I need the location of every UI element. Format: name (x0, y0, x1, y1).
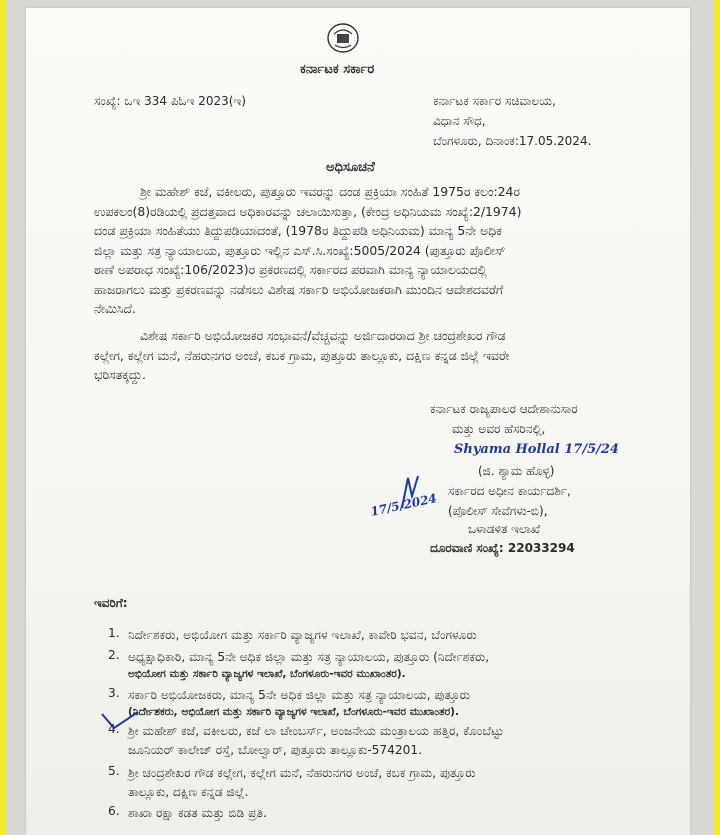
handwritten-signature: Shyama Hollal 17/5/24 (454, 442, 619, 457)
recipient-text-cont: ಜೂನಿಯರ್ ಕಾಲೇಜ್ ರಸ್ತೆ, ಬೋಲ್ವಾರ್, ಪುತ್ತೂರು ತಾಲ್ಲೂಕು-574201. (128, 743, 423, 757)
para-line: ಉಪಕಲಂ(8)ರಡಿಯಲ್ಲಿ ಪ್ರದತ್ತವಾದ ಅಧಿಕಾರವನ್ನು ಚಲಾಯಿಸುತ್ತಾ, (ಕೇಂದ್ರ ಅಧಿನಿಯಮ ಸಂಖ್ಯೆ:2/1974) (94, 203, 522, 219)
recipient-number: 1. (108, 626, 120, 640)
notification-title: ಅಧಿಸೂಚನೆ (326, 160, 375, 175)
recipient-text: ನಿರ್ದೇಶಕರು, ಅಭಿಯೋಗ ಮತ್ತು ಸರ್ಕಾರಿ ವ್ಯಾಜ್ಯಗಳ ಇಲಾಖೆ, ಕಾವೇರಿ ಭವನ, ಬೆಂಗಳೂರು (128, 628, 477, 642)
para-line: ಹಾಜರಾಗಲು ಮತ್ತು ಪ್ರಕರಣವನ್ನು ನಡೆಸಲು ವಿಶೇಷ ಸರ್ಕಾರಿ ಅಭಿಯೋಜಕರಾಗಿ ಮುಂದಿನ ಆದೇಶದವರೆಗೆ (94, 281, 504, 297)
recipient-text: ಶಾಖಾ ರಕ್ಷಾ ಕಡತ ಮತ್ತು ಬಿಡಿ ಪ್ರತಿ. (128, 806, 267, 820)
recipient-number: 2. (108, 648, 120, 662)
recipient-text-cont: ತಾಲ್ಲೂಕು, ದಕ್ಷಿಣ ಕನ್ನಡ ಜಿಲ್ಲೆ. (128, 785, 249, 799)
recipient-text: ಅಧ್ಯಕ್ಷಾಧಿಕಾರಿ, ಮಾನ್ಯ 5ನೇ ಅಧಿಕ ಜಿಲ್ಲಾ ಮತ್ತು ಸತ್ರ ನ್ಯಾಯಾಲಯ, ಪುತ್ತೂರು (ನಿರ್ದೇಶಕರು, (128, 650, 490, 664)
phone-number: ದೂರವಾಣಿ ಸಂಖ್ಯೆ: 22033294 (430, 541, 575, 555)
signatory-name: (ಜಿ. ಶ್ಯಾಮ ಹೊಳ್ಳ) (478, 464, 555, 478)
paragraph-appointment (94, 182, 638, 319)
signatory-designation: ಸರ್ಕಾರದ ಅಧೀನ ಕಾರ್ಯದರ್ಶಿ, (448, 484, 571, 498)
government-title: ಕರ್ನಾಟಕ ಸರ್ಕಾರ (300, 62, 375, 77)
office-line-2: ವಿಧಾನ ಸೌಧ, (433, 114, 486, 128)
recipient-number: 6. (108, 804, 120, 818)
recipient-subtext: ಅಭಿಯೋಗ ಮತ್ತು ಸರ್ಕಾರಿ ವ್ಯಾಜ್ಯಗಳ ಇಲಾಖೆ, ಬೆಂಗಳೂರು-ಇವರ ಮುಖಾಂತರ). (128, 668, 406, 680)
para-line: ಭರಿಸತಕ್ಕದ್ದು. (94, 367, 146, 382)
order-number: ಸಂಖ್ಯೆ: ಒಇ 334 ಪಿಓಇ 2023(ಇ) (94, 94, 246, 108)
para-line: ದಂಡ ಪ್ರಕ್ರಿಯಾ ಸಂಹಿತೆಯು ತಿದ್ದುಪಡಿಯಾದಂತೆ, (1978ರ ತಿದ್ದುಪಡಿ ಅಧಿನಿಯಮ) ಮಾನ್ಯ 5ನೇ ಅಧಿಕ (94, 223, 502, 238)
para-line: ನೇಮಿಸಿದೆ. (94, 301, 136, 316)
paragraph-fees (94, 326, 638, 385)
recipient-text: ಸರ್ಕಾರಿ ಅಭಿಯೋಜಕರು, ಮಾನ್ಯ 5ನೇ ಅಧಿಕ ಜಿಲ್ಲಾ ಮತ್ತು ಸತ್ರ ನ್ಯಾಯಾಲಯ, ಪುತ್ತೂರು (128, 688, 471, 702)
pen-tick-mark-icon (100, 710, 140, 732)
recipient-number: 3. (108, 686, 120, 700)
governor-name-line: ಮತ್ತು ಅವರ ಹೆಸರಿನಲ್ಲಿ, (452, 422, 546, 436)
para-line: ವಿಶೇಷ ಸರ್ಕಾರಿ ಅಭಿಯೋಜಕರ ಸಂಭಾವನೆ/ವೆಚ್ಚವನ್ನು ಅರ್ಜಿದಾರರಾದ ಶ್ರೀ ಚಂದ್ರಶೇಖರ ಗೌಡ (140, 328, 506, 343)
recipient-number: 4. (108, 722, 120, 736)
para-line: ಠಾಣೆ ಅಪರಾಧ ಸಂಖ್ಯೆ:106/2023)ರ ಪ್ರಕರಣದಲ್ಲಿ ಸರ್ಕಾರದ ಪರವಾಗಿ ಮಾನ್ಯ ನ್ಯಾಯಾಲಯದಲ್ಲಿ (94, 262, 487, 277)
governor-order-line: ಕರ್ನಾಟಕ ರಾಜ್ಯಪಾಲರ ಆದೇಶಾನುಸಾರ (430, 402, 578, 416)
recipient-subtext: (ನಿರ್ದೇಶಕರು, ಅಭಿಯೋಗ ಮತ್ತು ಸರ್ಕಾರಿ ವ್ಯಾಜ್ಯಗಳ ಇಲಾಖೆ, ಬೆಂಗಳೂರು-ಇವರ ಮುಖಾಂತರ). (128, 706, 459, 718)
office-line-1: ಕರ್ನಾಟಕ ಸರ್ಕಾರ ಸಚಿವಾಲಯ, (433, 94, 556, 108)
initial-scribble-icon (398, 472, 424, 512)
recipient-number: 5. (108, 764, 120, 778)
recipient-text: ಶ್ರೀ ಮಹೇಶ್ ಕಜೆ, ವಕೀಲರು, ಕಜೆ ಲಾ ಚೇಂಬರ್ಸ್, ಅಂಜನೇಯ ಮಂತ್ರಾಲಯ ಹತ್ತಿರ, ಕೊಂಬೆಟ್ಟು (128, 724, 504, 738)
handwritten-date: 17/5/2024 (369, 491, 438, 519)
department-name: ಒಳಾಡಳಿತ ಇಲಾಖೆ (468, 522, 541, 536)
office-date: ಬೆಂಗಳೂರು, ದಿನಾಂಕ:17.05.2024. (433, 134, 592, 148)
government-emblem-icon (326, 21, 360, 55)
recipient-text: ಶ್ರೀ ಚಂದ್ರಶೇಖರ ಗೌಡ ಕಲ್ಲೇಗ, ಕಲ್ಲೇಗ ಮನೆ, ನೆಹರುನಗರ ಅಂಚೆ, ಕಬಕ ಗ್ರಾಮ, ಪುತ್ತೂರು (128, 766, 476, 780)
para-line: ಕಲ್ಲೇಗ, ಕಲ್ಲೇಗ ಮನೆ, ನೆಹರುನಗರ ಅಂಚೆ, ಕಬಕ ಗ್ರಾಮ, ಪುತ್ತೂರು ತಾಲ್ಲೂಕು, ದಕ್ಷಿಣ ಕನ್ನಡ ಜಿಲ್ಲೆ ಇವರೇ (94, 347, 510, 363)
para-line: ಶ್ರೀ ಮಹೇಶ್ ಕಜೆ, ವಕೀಲರು, ಪುತ್ತೂರು ಇವರನ್ನು ದಂಡ ಪ್ರಕ್ರಿಯಾ ಸಂಹಿತೆ 1975ರ ಕಲಂ:24ರ (140, 184, 520, 199)
signatory-section: (ಪೊಲೀಸ್ ಸೇವೆಗಳು-ಬಿ), (448, 504, 548, 518)
recipients-label: ಇವರಿಗೆ: (94, 596, 128, 610)
para-line: ಜಿಲ್ಲಾ ಮತ್ತು ಸತ್ರ ನ್ಯಾಯಾಲಯ, ಪುತ್ತೂರು ಇಲ್ಲಿನ ಎಸ್.ಸಿ.ಸಂಖ್ಯೆ:5005/2024 (ಪುತ್ತೂರು ಪೊಲೀಸ್ (94, 242, 506, 258)
